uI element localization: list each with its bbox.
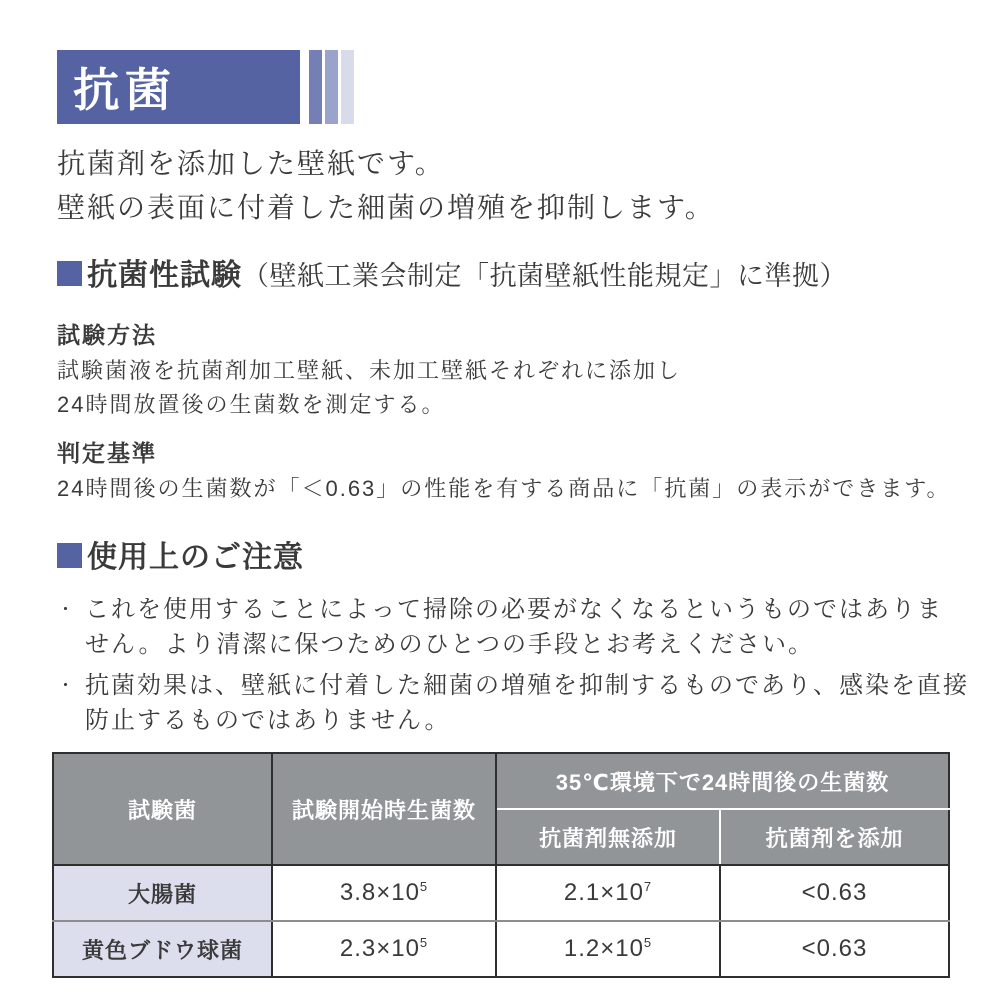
cell-start-count bbox=[272, 865, 496, 921]
cell-no-agent bbox=[496, 865, 720, 921]
page-title: 抗菌 bbox=[57, 50, 300, 124]
cell-start-count bbox=[272, 921, 496, 977]
cell-bacteria: 大腸菌 bbox=[53, 865, 272, 921]
value-exponent: 5 bbox=[419, 879, 429, 894]
test-results-table bbox=[52, 752, 950, 978]
criteria-text bbox=[57, 472, 1000, 506]
list-item bbox=[57, 668, 1000, 738]
banner-stripes-decoration bbox=[309, 50, 354, 124]
column-header-bacteria: 試験菌 bbox=[53, 753, 272, 865]
test-method-label: 試験方法 bbox=[57, 322, 157, 348]
column-header-with-agent: 抗菌剤を添加 bbox=[720, 809, 949, 865]
cell-with-agent: <0.63 bbox=[720, 865, 949, 921]
column-header-after-group: 35℃環境下で24時間後の生菌数 bbox=[496, 753, 949, 809]
section-title: 使用上のご注意 bbox=[87, 541, 304, 574]
column-header-no-agent: 抗菌剤無添加 bbox=[496, 809, 720, 865]
test-method-line: 24時間放置後の生菌数を測定する。 bbox=[57, 392, 446, 417]
value-base: 1.2×10 bbox=[563, 935, 644, 962]
value-exponent: 5 bbox=[643, 935, 653, 950]
value-base: 2.1×10 bbox=[563, 879, 644, 906]
bullet-icon: ・ bbox=[57, 676, 76, 695]
bullet-icon: ・ bbox=[57, 600, 76, 619]
intro-line: 壁紙の表面に付着した細菌の増殖を抑制します。 bbox=[57, 192, 715, 223]
value-exponent: 5 bbox=[419, 935, 429, 950]
test-method-line: 試験菌液を抗菌剤加工壁紙、未加工壁紙それぞれに添加し bbox=[57, 358, 682, 383]
bullet-line: 抗菌効果は、壁紙に付着した細菌の増殖を抑制するものであり、感染を直接 bbox=[85, 672, 969, 699]
test-results-table-wrap bbox=[52, 752, 1000, 978]
bullet-line: せん。より清潔に保つためのひとつの手段とお考えください。 bbox=[85, 631, 814, 658]
section-title-note: （壁紙工業会制定「抗菌壁紙性能規定」に準拠） bbox=[242, 261, 847, 291]
cell-with-agent: <0.63 bbox=[720, 921, 949, 977]
bullet-text bbox=[85, 592, 943, 662]
value-base: 3.8×10 bbox=[339, 879, 420, 906]
criteria-line: 24時間後の生菌数が「＜0.63」の性能を有する商品に「抗菌」の表示ができます。 bbox=[57, 476, 951, 501]
caution-bullet-list bbox=[57, 592, 1000, 738]
section-marker-icon bbox=[57, 543, 82, 568]
section-heading-test bbox=[57, 256, 1000, 296]
intro-line: 抗菌剤を添加した壁紙です。 bbox=[57, 148, 445, 179]
intro-paragraph bbox=[57, 142, 1000, 230]
cell-no-agent bbox=[496, 921, 720, 977]
table-row bbox=[53, 921, 949, 977]
value-exponent: 7 bbox=[643, 879, 653, 894]
bullet-text bbox=[85, 668, 969, 738]
section-heading-caution bbox=[57, 538, 1000, 578]
list-item bbox=[57, 592, 1000, 662]
banner-stripe-icon bbox=[325, 50, 338, 124]
cell-bacteria: 黄色ブドウ球菌 bbox=[53, 921, 272, 977]
column-header-start-count: 試験開始時生菌数 bbox=[272, 753, 496, 865]
title-banner bbox=[57, 50, 1000, 124]
bullet-line: 防止するものではありません。 bbox=[85, 707, 451, 734]
criteria-label: 判定基準 bbox=[57, 440, 157, 466]
bullet-line: これを使用することによって掃除の必要がなくなるというものではありま bbox=[85, 596, 943, 623]
section-title: 抗菌性試験 bbox=[87, 259, 242, 292]
section-marker-icon bbox=[57, 261, 82, 286]
table-row bbox=[53, 865, 949, 921]
value-base: 2.3×10 bbox=[339, 935, 420, 962]
banner-stripe-icon bbox=[341, 50, 354, 124]
test-method-text bbox=[57, 354, 1000, 422]
banner-stripe-icon bbox=[309, 50, 322, 124]
